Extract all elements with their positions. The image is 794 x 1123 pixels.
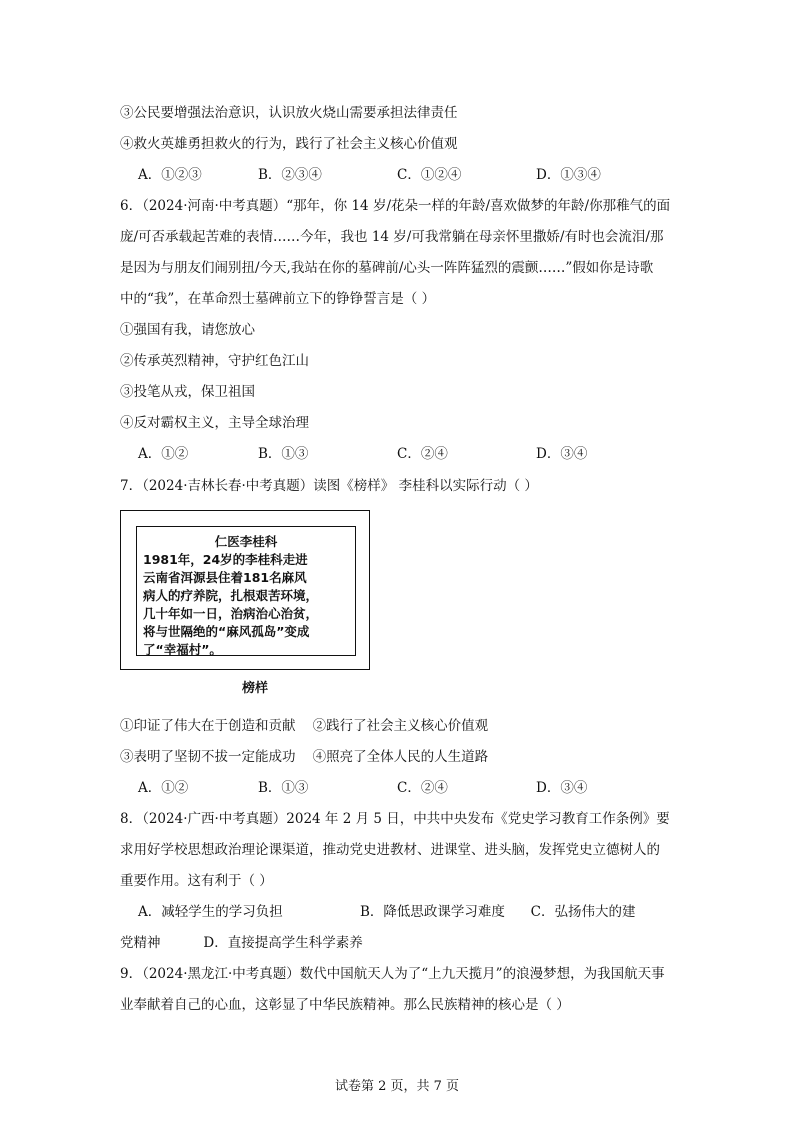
- box-line: 将与世隔绝的“麻风孤岛”变成: [143, 624, 310, 639]
- q7-option-c[interactable]: C．②④: [397, 780, 448, 796]
- q6-statement-1: ①强国有我，请您放心: [120, 322, 255, 338]
- q8-stem-line-1: 8．（2024·广西·中考真题）2024 年 2 月 5 日，中共中央发布《党史学习教育工作条例》要: [120, 811, 670, 827]
- q8-options-line-2[interactable]: 党精神 D．直接提高学生科学素养: [120, 935, 363, 951]
- q6-option-a[interactable]: A．①②: [138, 446, 189, 462]
- q6-statement-2: ②传承英烈精神，守护红色江山: [120, 353, 309, 369]
- box-line: 了“幸福村”。: [143, 642, 222, 657]
- q6-statement-3: ③投笔从戎，保卫祖国: [120, 384, 255, 400]
- q6-statement-4: ④反对霸权主义，主导全球治理: [120, 415, 309, 431]
- q6-stem-line-3: 是因为与朋友们闹别扭/今天,我站在你的墓碑前/心头一阵阵猛烈的震颤……”假如你是诗歌: [120, 260, 654, 276]
- box-line: 病人的疗养院，扎根艰苦环境，: [143, 588, 319, 603]
- box-line: 云南省洱源县住着181名麻风: [143, 570, 307, 585]
- box-line: 几十年如一日，治病治心治贫，: [143, 606, 319, 621]
- q7-option-a[interactable]: A．①②: [138, 780, 189, 796]
- figure-caption: 榜样: [241, 681, 268, 696]
- q6-option-d[interactable]: D．③④: [536, 446, 588, 462]
- q6-option-b[interactable]: B．①③: [258, 446, 309, 462]
- q5-option-d[interactable]: D．①③④: [536, 167, 601, 183]
- q6-options: [138, 444, 698, 464]
- page-footer: 试卷第 2 页，共 7 页: [334, 1079, 460, 1094]
- q5-option-c[interactable]: C．①②④: [397, 167, 462, 183]
- box-line: 1981年，24岁的李桂科走进: [143, 552, 308, 567]
- q8-stem-line-2: 求用好学校思想政治理论课渠道，推动党史进教材、进课堂、进头脑，发挥党史立德树人的: [120, 842, 660, 858]
- q7-stem: 7．（2024·吉林长春·中考真题）读图《榜样》 李桂科以实际行动（ ）: [120, 478, 538, 494]
- q6-option-c[interactable]: C．②④: [397, 446, 448, 462]
- q6-stem-line-1: 6．（2024·河南·中考真题）“那年，你 14 岁/花朵一样的年龄/喜欢做梦的年龄/你那稚气的面: [120, 198, 671, 214]
- role-model-figure: [120, 510, 370, 670]
- q6-stem-line-4: 中的“我”，在革命烈士墓碑前立下的铮铮誓言是（ ）: [120, 291, 436, 307]
- q7-statements-row-1: ①印证了伟大在于创造和贡献 ②践行了社会主义核心价值观: [120, 718, 489, 734]
- q9-stem-line-1: 9．（2024·黑龙江·中考真题）数代中国航天人为了“上九天揽月”的浪漫梦想，为我国航天事: [120, 966, 665, 982]
- statement-4: ④救火英雄勇担救火的行为，践行了社会主义核心价值观: [120, 136, 458, 152]
- q5-option-b[interactable]: B．②③④: [258, 167, 322, 183]
- q6-stem-line-2: 庞/可否承载起苦难的表情……今年，我也 14 岁/可我常躺在母亲怀里撒娇/有时也会流泪/那: [120, 229, 664, 245]
- q7-options: [138, 778, 698, 798]
- q5-option-a[interactable]: A．①②③: [138, 167, 202, 183]
- q8-stem-line-3: 重要作用。这有利于（ ）: [120, 873, 273, 889]
- q8-options-line-1[interactable]: A．减轻学生的学习负担 B．降低思政课学习难度 C．弘扬伟大的建: [138, 904, 636, 920]
- q7-statements-row-2: ③表明了坚韧不拔一定能成功 ④照亮了全体人民的人生道路: [120, 749, 489, 765]
- statement-3: ③公民要增强法治意识，认识放火烧山需要承担法律责任: [120, 105, 458, 121]
- role-model-text-box: [136, 526, 356, 656]
- q7-option-d[interactable]: D．③④: [536, 780, 588, 796]
- q5-options: [138, 165, 698, 185]
- q7-option-b[interactable]: B．①③: [258, 780, 309, 796]
- box-title: 仁医李桂科: [214, 534, 278, 549]
- q9-stem-line-2: 业奉献着自己的心血，这彰显了中华民族精神。那么民族精神的核心是（ ）: [120, 997, 570, 1013]
